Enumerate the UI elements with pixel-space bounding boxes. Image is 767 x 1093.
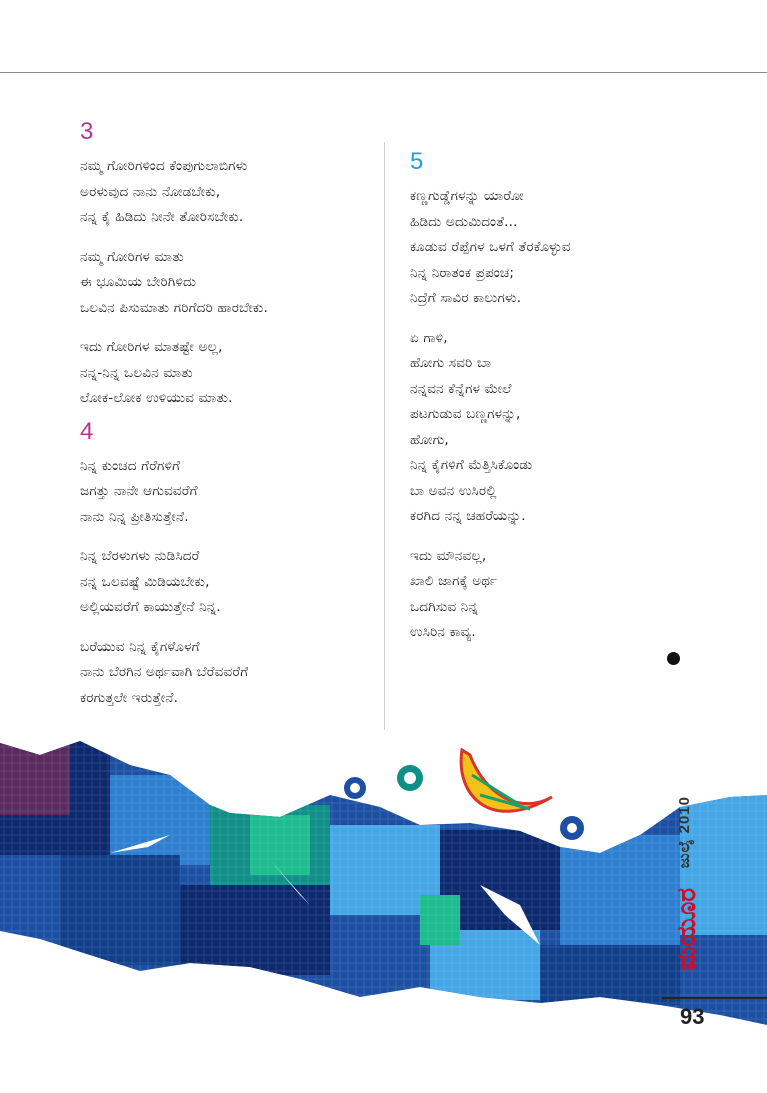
stanza (410, 326, 710, 530)
poem-line: ಅಲ್ಲಿಯವರೆಗೆ ಕಾಯುತ್ತೇನೆ ನಿನ್ನ. (80, 599, 221, 615)
poem-line: ಏ ಗಾಳಿ, (410, 329, 448, 346)
poem-line: ಇದು ಗೋರಿಗಳ ಮಾತಷ್ಟೇ ಅಲ್ಲ, (80, 339, 223, 355)
poem-line: ಲೋಕ-ಲೋಕ ಉಳಿಯುವ ಮಾತು. (80, 390, 233, 406)
poem-line: ಕಣ್ಣಗುಡ್ಡೆಗಳನ್ನು ಯಾರೋ (410, 188, 524, 204)
poem-line: ಕರಗುತ್ತಲೇ ಇರುತ್ತೇನೆ. (80, 689, 179, 706)
poem-section-4 (80, 418, 380, 712)
poem-line: ನನ್ನ ಒಲವಷ್ಟೆ ಮಿಡಿಯಬೇಕು, (80, 573, 210, 590)
poem-line: ಇದು ಮೌನವಲ್ಲ, (410, 547, 487, 564)
stanza (80, 245, 380, 322)
poem-line: ನಮ್ಮ ಗೋರಿಗಳಿಂದ ಕೆಂಪುಗುಲಾಬಿಗಳು (80, 158, 248, 174)
poem-line: ಪಟಗುಡುವ ಬಣ್ಣಗಳನ್ನು, (410, 406, 521, 422)
poem-line: ಒದಗಿಸುವ ನಿನ್ನ (410, 598, 479, 615)
column-divider (384, 142, 385, 730)
poem-line: ಕರಗಿದ ನನ್ನ ಚಹರೆಯನ್ನು. (410, 508, 526, 524)
end-bullet (667, 652, 680, 665)
poem-line: ಒಲವಿನ ಪಿಸುಮಾತು ಗರಿಗೆದರಿ ಹಾರಬೇಕು. (80, 299, 268, 316)
poem-line: ಖಾಲಿ ಜಾಗಕ್ಕೆ ಅರ್ಥ (410, 573, 498, 589)
poem-line: ಅರಳುವುದ ನಾನು ನೋಡಬೇಕು, (80, 183, 221, 200)
top-rule (0, 72, 767, 73)
stanza (80, 635, 380, 712)
stanza (80, 154, 380, 231)
poem-line: ಉಸಿರಿನ ಕಾವ್ಯ. (410, 624, 476, 640)
magazine-logo: ಮಯೂರ (672, 888, 702, 971)
poem-line: ನನ್ನವನ ಕೆನ್ನೆಗಳ ಮೇಲೆ (410, 380, 512, 397)
section-number-3: 3 (80, 118, 94, 145)
stanza (80, 335, 380, 412)
poem-line: ಬರೆಯುವ ನಿನ್ನ ಕೈಗಳೊಳಗೆ (80, 638, 200, 655)
poem-line: ನಾನು ಬೆರಗಿನ ಅರ್ಥವಾಗಿ ಬೆರೆವವರೆಗೆ (80, 664, 249, 680)
left-column (80, 118, 380, 725)
stanza (80, 454, 380, 531)
poem-line: ನಿನ್ನ ಕೈಗಳಿಗೆ ಮೆತ್ತಿಸಿಕೊಂಡು (410, 457, 533, 473)
poem-line: ನಮ್ಮ ಗೋರಿಗಳ ಮಾತು (80, 248, 184, 265)
poem-section-5 (410, 148, 710, 646)
poem-line: ನನ್ನ ಕೈ ಹಿಡಿದು ನೀನೇ ತೋರಿಸಬೇಕು. (80, 209, 244, 225)
right-column (410, 148, 710, 660)
poem-line: ಹೋಗು ಸವರಿ ಬಾ (410, 355, 492, 371)
issue-date: ಜುಲೈ 2010 (676, 796, 693, 869)
poem-line: ನನ್ನ-ನಿನ್ನ ಒಲವಿನ ಮಾತು (80, 364, 193, 381)
poem-line: ಬಾ ಅವನ ಉಸಿರಲ್ಲಿ (410, 482, 497, 499)
poem-line: ನಿನ್ನ ನಿರಾತಂಕ ಪ್ರಪಂಚ; (410, 264, 515, 281)
poem-section-3 (80, 118, 380, 412)
section-number-4: 4 (80, 417, 94, 445)
poem-line: ನಾನು ನಿನ್ನ ಪ್ರೀತಿಸುತ್ತೇನೆ. (80, 508, 189, 525)
poem-line: ನಿನ್ನ ಬೆರಳುಗಳು ನುಡಿಸಿದರೆ (80, 548, 200, 564)
fabric-collage-illustration (0, 735, 767, 1093)
poem-line: ಈ ಭೂಮಿಯ ಬೇರಿಗಿಳಿದು (80, 274, 197, 290)
poem-line: ಹಿಡಿದು ಅದುಮಿದಂತೆ... (410, 213, 518, 230)
poem-line: ಹೋಗು, (410, 431, 449, 448)
stanza (80, 544, 380, 621)
section-number-5: 5 (410, 148, 424, 175)
footer-rule (662, 997, 767, 999)
stanza (410, 544, 710, 646)
poem-line: ಜಗತ್ತು ನಾನೇ ಆಗುವವರೆಗೆ (80, 483, 198, 499)
poem-line: ಕೂಡುವ ರೆಪ್ಪೆಗಳ ಒಳಗೆ ತೆರಕೊಳ್ಳುವ (410, 239, 571, 255)
poem-line: ನಿದ್ರೆಗೆ ಸಾವಿರ ಕಾಲುಗಳು. (410, 290, 522, 306)
page-number: 93 (680, 1004, 705, 1029)
stanza (410, 184, 710, 312)
poem-line: ನಿನ್ನ ಕುಂಚದ ಗೆರೆಗಳಿಗೆ (80, 457, 181, 474)
